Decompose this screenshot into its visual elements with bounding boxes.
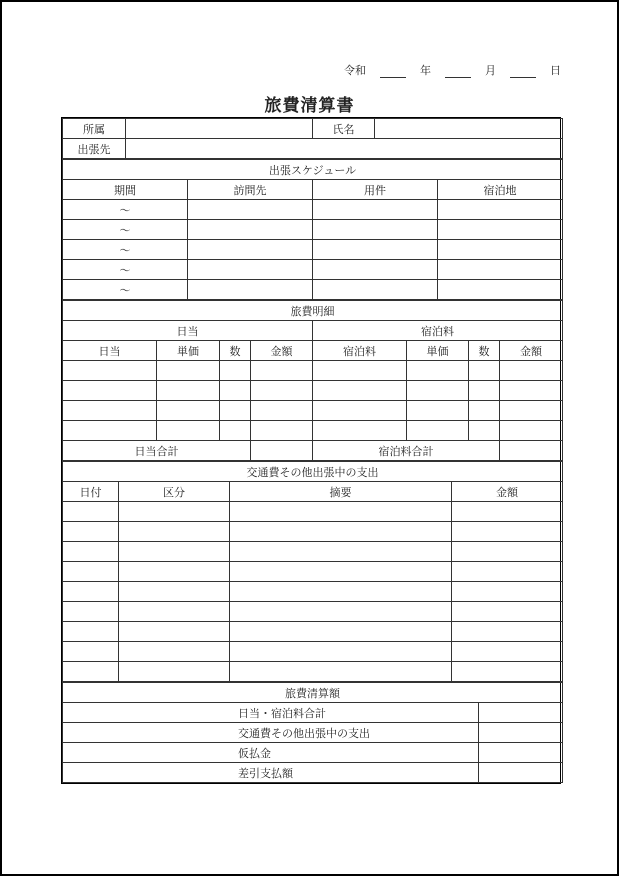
col-daily-qty: 数 [220, 341, 251, 361]
lodging-place-cell[interactable] [438, 200, 563, 220]
settlement-table [62, 682, 563, 783]
cell[interactable] [63, 421, 157, 441]
era-label: 令和 [344, 64, 366, 77]
transport-row [63, 522, 563, 542]
transport-title: 交通費その他出張中の支出 [63, 462, 563, 482]
schedule-row [63, 220, 563, 240]
year-blank[interactable] [380, 67, 406, 78]
date-line [344, 62, 561, 78]
cell[interactable] [251, 421, 313, 441]
cell[interactable] [313, 381, 407, 401]
col-daily: 日当 [63, 341, 157, 361]
cell[interactable] [157, 421, 220, 441]
col-daily-amount: 金額 [251, 341, 313, 361]
col-date: 日付 [63, 482, 119, 502]
transport-row [63, 542, 563, 562]
purpose-cell[interactable] [313, 260, 438, 280]
schedule-title: 出張スケジュール [63, 160, 563, 180]
transport-row [63, 622, 563, 642]
cell[interactable] [119, 602, 230, 622]
cell[interactable] [63, 642, 119, 662]
cell[interactable] [230, 642, 452, 662]
day-blank[interactable] [510, 67, 536, 78]
col-lodging-amount: 金額 [500, 341, 563, 361]
cell[interactable] [452, 602, 563, 622]
cell[interactable] [452, 642, 563, 662]
visit-cell[interactable] [188, 200, 313, 220]
cell[interactable] [452, 662, 563, 682]
transport-row [63, 602, 563, 622]
purpose-cell[interactable] [313, 240, 438, 260]
cell[interactable] [119, 642, 230, 662]
cell[interactable] [452, 502, 563, 522]
cell[interactable] [63, 502, 119, 522]
dest-label: 出張先 [63, 139, 126, 159]
cell[interactable] [452, 562, 563, 582]
col-lodging-unit: 単価 [407, 341, 469, 361]
lodging-total-field[interactable] [500, 441, 563, 461]
col-lodging-qty: 数 [469, 341, 500, 361]
cell[interactable] [500, 381, 563, 401]
cell[interactable] [469, 421, 500, 441]
info-table [62, 118, 563, 159]
transport-row [63, 562, 563, 582]
cell[interactable] [251, 381, 313, 401]
cell[interactable] [313, 361, 407, 381]
lodging-place-cell[interactable] [438, 220, 563, 240]
cell[interactable] [407, 361, 469, 381]
cell[interactable] [63, 361, 157, 381]
settlement-label-transport: 交通費その他出張中の支出 [63, 723, 479, 743]
year-label: 年 [420, 64, 431, 77]
cell[interactable] [220, 421, 251, 441]
schedule-col-lodging: 宿泊地 [438, 180, 563, 200]
cell[interactable] [63, 602, 119, 622]
cell[interactable] [230, 582, 452, 602]
name-label: 氏名 [313, 119, 375, 139]
name-field[interactable] [375, 119, 563, 139]
cell[interactable] [452, 522, 563, 542]
expense-row [63, 401, 563, 421]
page-title: 旅費清算書 [264, 96, 355, 116]
period-cell[interactable]: ～ [63, 260, 188, 280]
day-label: 日 [550, 64, 561, 77]
col-daily-unit: 単価 [157, 341, 220, 361]
settlement-field[interactable] [479, 763, 563, 783]
cell[interactable] [407, 401, 469, 421]
cell[interactable] [230, 662, 452, 682]
cell[interactable] [407, 421, 469, 441]
settlement-field[interactable] [479, 743, 563, 763]
schedule-col-visit: 訪問先 [188, 180, 313, 200]
cell[interactable] [251, 401, 313, 421]
col-category: 区分 [119, 482, 230, 502]
cell[interactable] [452, 622, 563, 642]
daily-total-field[interactable] [251, 441, 313, 461]
visit-cell[interactable] [188, 280, 313, 300]
cell[interactable] [119, 622, 230, 642]
col-summary: 摘要 [230, 482, 452, 502]
cell[interactable] [63, 542, 119, 562]
schedule-row [63, 240, 563, 260]
period-cell[interactable]: ～ [63, 220, 188, 240]
cell[interactable] [157, 381, 220, 401]
cell[interactable] [230, 602, 452, 622]
cell[interactable] [230, 622, 452, 642]
cell[interactable] [63, 381, 157, 401]
settlement-label-advance: 仮払金 [63, 743, 479, 763]
cell[interactable] [500, 361, 563, 381]
purpose-cell[interactable] [313, 220, 438, 240]
lodging-place-cell[interactable] [438, 240, 563, 260]
cell[interactable] [452, 542, 563, 562]
cell[interactable] [220, 401, 251, 421]
cell[interactable] [119, 502, 230, 522]
form-table [61, 117, 561, 784]
month-label: 月 [485, 64, 496, 77]
schedule-col-period: 期間 [63, 180, 188, 200]
cell[interactable] [469, 361, 500, 381]
cell[interactable] [157, 401, 220, 421]
cell[interactable] [469, 401, 500, 421]
visit-cell[interactable] [188, 220, 313, 240]
expense-row [63, 421, 563, 441]
col-lodging: 宿泊料 [313, 341, 407, 361]
transport-row [63, 662, 563, 682]
lodging-place-cell[interactable] [438, 260, 563, 280]
expense-row [63, 381, 563, 401]
cell[interactable] [63, 522, 119, 542]
cell[interactable] [500, 401, 563, 421]
cell[interactable] [230, 542, 452, 562]
purpose-cell[interactable] [313, 200, 438, 220]
visit-cell[interactable] [188, 240, 313, 260]
cell[interactable] [63, 562, 119, 582]
period-cell[interactable]: ～ [63, 200, 188, 220]
cell[interactable] [157, 361, 220, 381]
transport-row [63, 642, 563, 662]
transport-table [62, 461, 563, 682]
daily-total-label: 日当合計 [63, 441, 251, 461]
cell[interactable] [119, 562, 230, 582]
cell[interactable] [220, 381, 251, 401]
cell[interactable] [63, 662, 119, 682]
schedule-row [63, 280, 563, 300]
cell[interactable] [119, 542, 230, 562]
dest-field[interactable] [126, 139, 563, 159]
settlement-label-allowance: 日当・宿泊料合計 [63, 703, 479, 723]
transport-row [63, 502, 563, 522]
cell[interactable] [119, 582, 230, 602]
settlement-title: 旅費清算額 [63, 683, 563, 703]
daily-group-header: 日当 [63, 321, 313, 341]
settlement-label-balance: 差引支払額 [63, 763, 479, 783]
cell[interactable] [230, 562, 452, 582]
expenses-title: 旅費明細 [63, 301, 563, 321]
cell[interactable] [63, 582, 119, 602]
cell[interactable] [220, 361, 251, 381]
cell[interactable] [119, 522, 230, 542]
visit-cell[interactable] [188, 260, 313, 280]
cell[interactable] [230, 522, 452, 542]
dept-label: 所属 [63, 119, 126, 139]
cell[interactable] [251, 361, 313, 381]
period-cell[interactable]: ～ [63, 280, 188, 300]
settlement-field[interactable] [479, 723, 563, 743]
cell[interactable] [119, 662, 230, 682]
period-cell[interactable]: ～ [63, 240, 188, 260]
expenses-table [62, 300, 563, 461]
transport-row [63, 582, 563, 602]
expense-row [63, 361, 563, 381]
purpose-cell[interactable] [313, 280, 438, 300]
cell[interactable] [313, 421, 407, 441]
lodging-total-label: 宿泊料合計 [313, 441, 500, 461]
settlement-field[interactable] [479, 703, 563, 723]
lodging-place-cell[interactable] [438, 280, 563, 300]
cell[interactable] [63, 622, 119, 642]
schedule-row [63, 200, 563, 220]
schedule-row [63, 260, 563, 280]
cell[interactable] [63, 401, 157, 421]
schedule-col-purpose: 用件 [313, 180, 438, 200]
lodging-group-header: 宿泊料 [313, 321, 563, 341]
schedule-table [62, 159, 563, 300]
cell[interactable] [452, 582, 563, 602]
col-amount: 金額 [452, 482, 563, 502]
cell[interactable] [407, 381, 469, 401]
month-blank[interactable] [445, 67, 471, 78]
cell[interactable] [469, 381, 500, 401]
cell[interactable] [500, 421, 563, 441]
dept-field[interactable] [126, 119, 313, 139]
cell[interactable] [313, 401, 407, 421]
cell[interactable] [230, 502, 452, 522]
